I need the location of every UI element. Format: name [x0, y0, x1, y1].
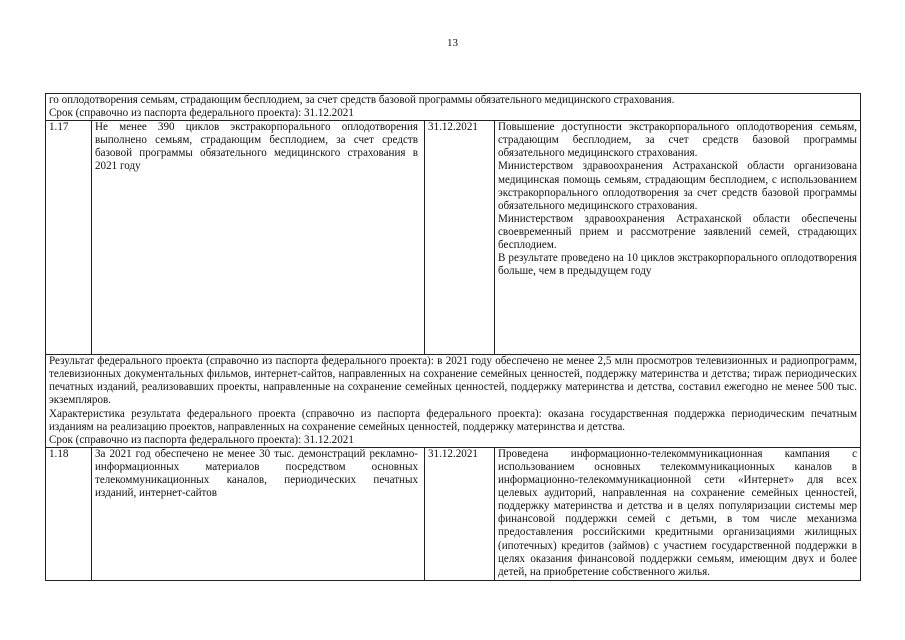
- measures-table: [45, 93, 861, 581]
- section-deadline: Срок (справочно из паспорта федерального проекта): 31.12.2021: [49, 433, 354, 446]
- result-paragraph: Министерством здравоохранения Астраханской области организована медицинская помощь семьям, страдающим бесплодием, с использованием экстракорпорального оплодотворения за счет средств базовой программы обязательного медицинского страхования.: [498, 160, 857, 212]
- section-header-cell: [46, 355, 861, 448]
- row-result: [495, 121, 861, 355]
- page-number: 13: [447, 37, 458, 49]
- section-deadline: Срок (справочно из паспорта федерального проекта): 31.12.2021: [49, 107, 354, 120]
- section-header-row: [46, 94, 861, 121]
- section-header-cell: [46, 94, 861, 121]
- federal-project-characteristic: Характеристика результата федерального проекта (справочно из паспорта федерального проекта): оказана государственная поддержка периодическим печатным изданиям на реализацию проектов, направленных на сохранение семейных ценностей, поддержку материнства и детства.: [49, 407, 857, 433]
- row-description: За 2021 год обеспечено не менее 30 тыс. демонстраций рекламно-информационных материалов посредством основных телекоммуникационных каналов, периодических печатных изданий, интернет-сайтов: [92, 447, 425, 580]
- row-date: 31.12.2021: [425, 447, 495, 580]
- federal-project-result: Результат федерального проекта (справочно из паспорта федерального проекта): в 2021 году обеспечено не менее 2,5 млн просмотров телевизионных и радиопрограмм, телевизионных документальных фильмов, интернет-сайтов, направленных на сохранение семейных ценностей, поддержку материнства и детства; тираж периодических печатных изданий, реализовавших проекты, направленные на сохранение семейных ценностей, поддержку материнства и детства, составил ежегодно не менее 500 тыс. экземпляров.: [49, 355, 857, 407]
- result-paragraph: Повышение доступности экстракорпорального оплодотворения семьям, страдающим бесплодием, за счет средств базовой программы обязательного медицинского страхования.: [498, 121, 857, 160]
- row-number: 1.17: [46, 121, 92, 355]
- row-description: Не менее 390 циклов экстракорпорального оплодотворения выполнено семьям, страдающим бесплодием, за счет средств базовой программы обязательного медицинского страхования в 2021 году: [92, 121, 425, 355]
- table-row: [46, 121, 861, 355]
- row-number: 1.18: [46, 447, 92, 580]
- section-header-row: [46, 355, 861, 448]
- row-result: Проведена информационно-телекоммуникационная кампания с использованием основных телекоммуникационных каналов в информационно-телекоммуникационной сети «Интернет» для всех целевых аудиторий, направленная на сохранение семейных ценностей, поддержку материнства и детства и в целях популяризации системы мер финансовой поддержки семей с детьми, в том числе механизма предоставления российскими кредитными организациями жилищных (ипотечных) кредитов (займов) с участием государственной поддержки в целях оказания финансовой поддержки семьям, имеющим двух и более детей, на приобретение собственного жилья.: [495, 447, 861, 580]
- row-date: 31.12.2021: [425, 121, 495, 355]
- table-row: [46, 447, 861, 580]
- document-table-region: [45, 93, 861, 581]
- result-paragraph: Министерством здравоохранения Астраханской области обеспечены своевременный прием и рассмотрение заявлений семей, страдающих бесплодием.: [498, 212, 857, 252]
- section-text-line: го оплодотворения семьям, страдающим бесплодием, за счет средств базовой программы обязательного медицинского страхования.: [49, 94, 675, 106]
- result-paragraph: В результате проведено на 10 циклов экстракорпорального оплодотворения больше, чем в предыдущем году: [498, 252, 857, 278]
